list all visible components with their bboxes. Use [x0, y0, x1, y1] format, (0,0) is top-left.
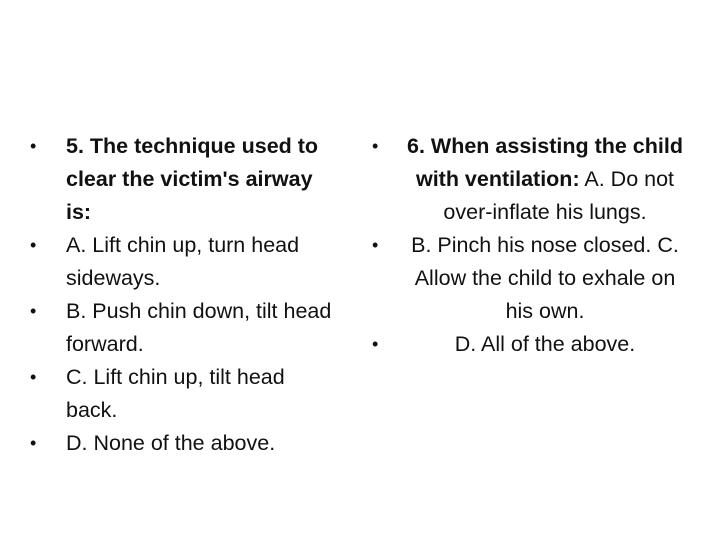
list-item: [370, 328, 690, 361]
bullet-icon: •: [30, 235, 37, 255]
bullet-icon: •: [30, 433, 37, 453]
right-bullet-list: [370, 130, 690, 361]
list-item: [28, 130, 338, 229]
list-item: [28, 229, 338, 295]
bullet-icon: •: [30, 301, 37, 321]
bullet-icon: •: [30, 136, 37, 156]
option-a: A. Do not over-inflate his lungs.: [443, 167, 675, 224]
bullet-icon: •: [30, 367, 37, 387]
question-6: 6. When assisting the child with ventilation:: [407, 134, 683, 191]
list-item: [28, 427, 338, 460]
list-item: [370, 130, 690, 229]
list-item: [370, 229, 690, 328]
option-b: B. Push chin down, tilt head forward.: [66, 299, 332, 356]
left-bullet-list: [28, 130, 338, 460]
option-a: A. Lift chin up, turn head sideways.: [66, 233, 300, 290]
option-b-c: B. Pinch his nose closed. C. Allow the child to exhale on his own.: [411, 233, 679, 323]
list-item: [28, 295, 338, 361]
option-d: D. None of the above.: [66, 431, 276, 455]
question-5: 5. The technique used to clear the victim's airway is:: [66, 134, 319, 224]
option-c: C. Lift chin up, tilt head back.: [66, 365, 285, 422]
bullet-icon: •: [372, 136, 379, 156]
list-item: [28, 361, 338, 427]
option-d: D. All of the above.: [454, 332, 636, 356]
bullet-icon: •: [372, 235, 379, 255]
bullet-icon: •: [372, 334, 379, 354]
